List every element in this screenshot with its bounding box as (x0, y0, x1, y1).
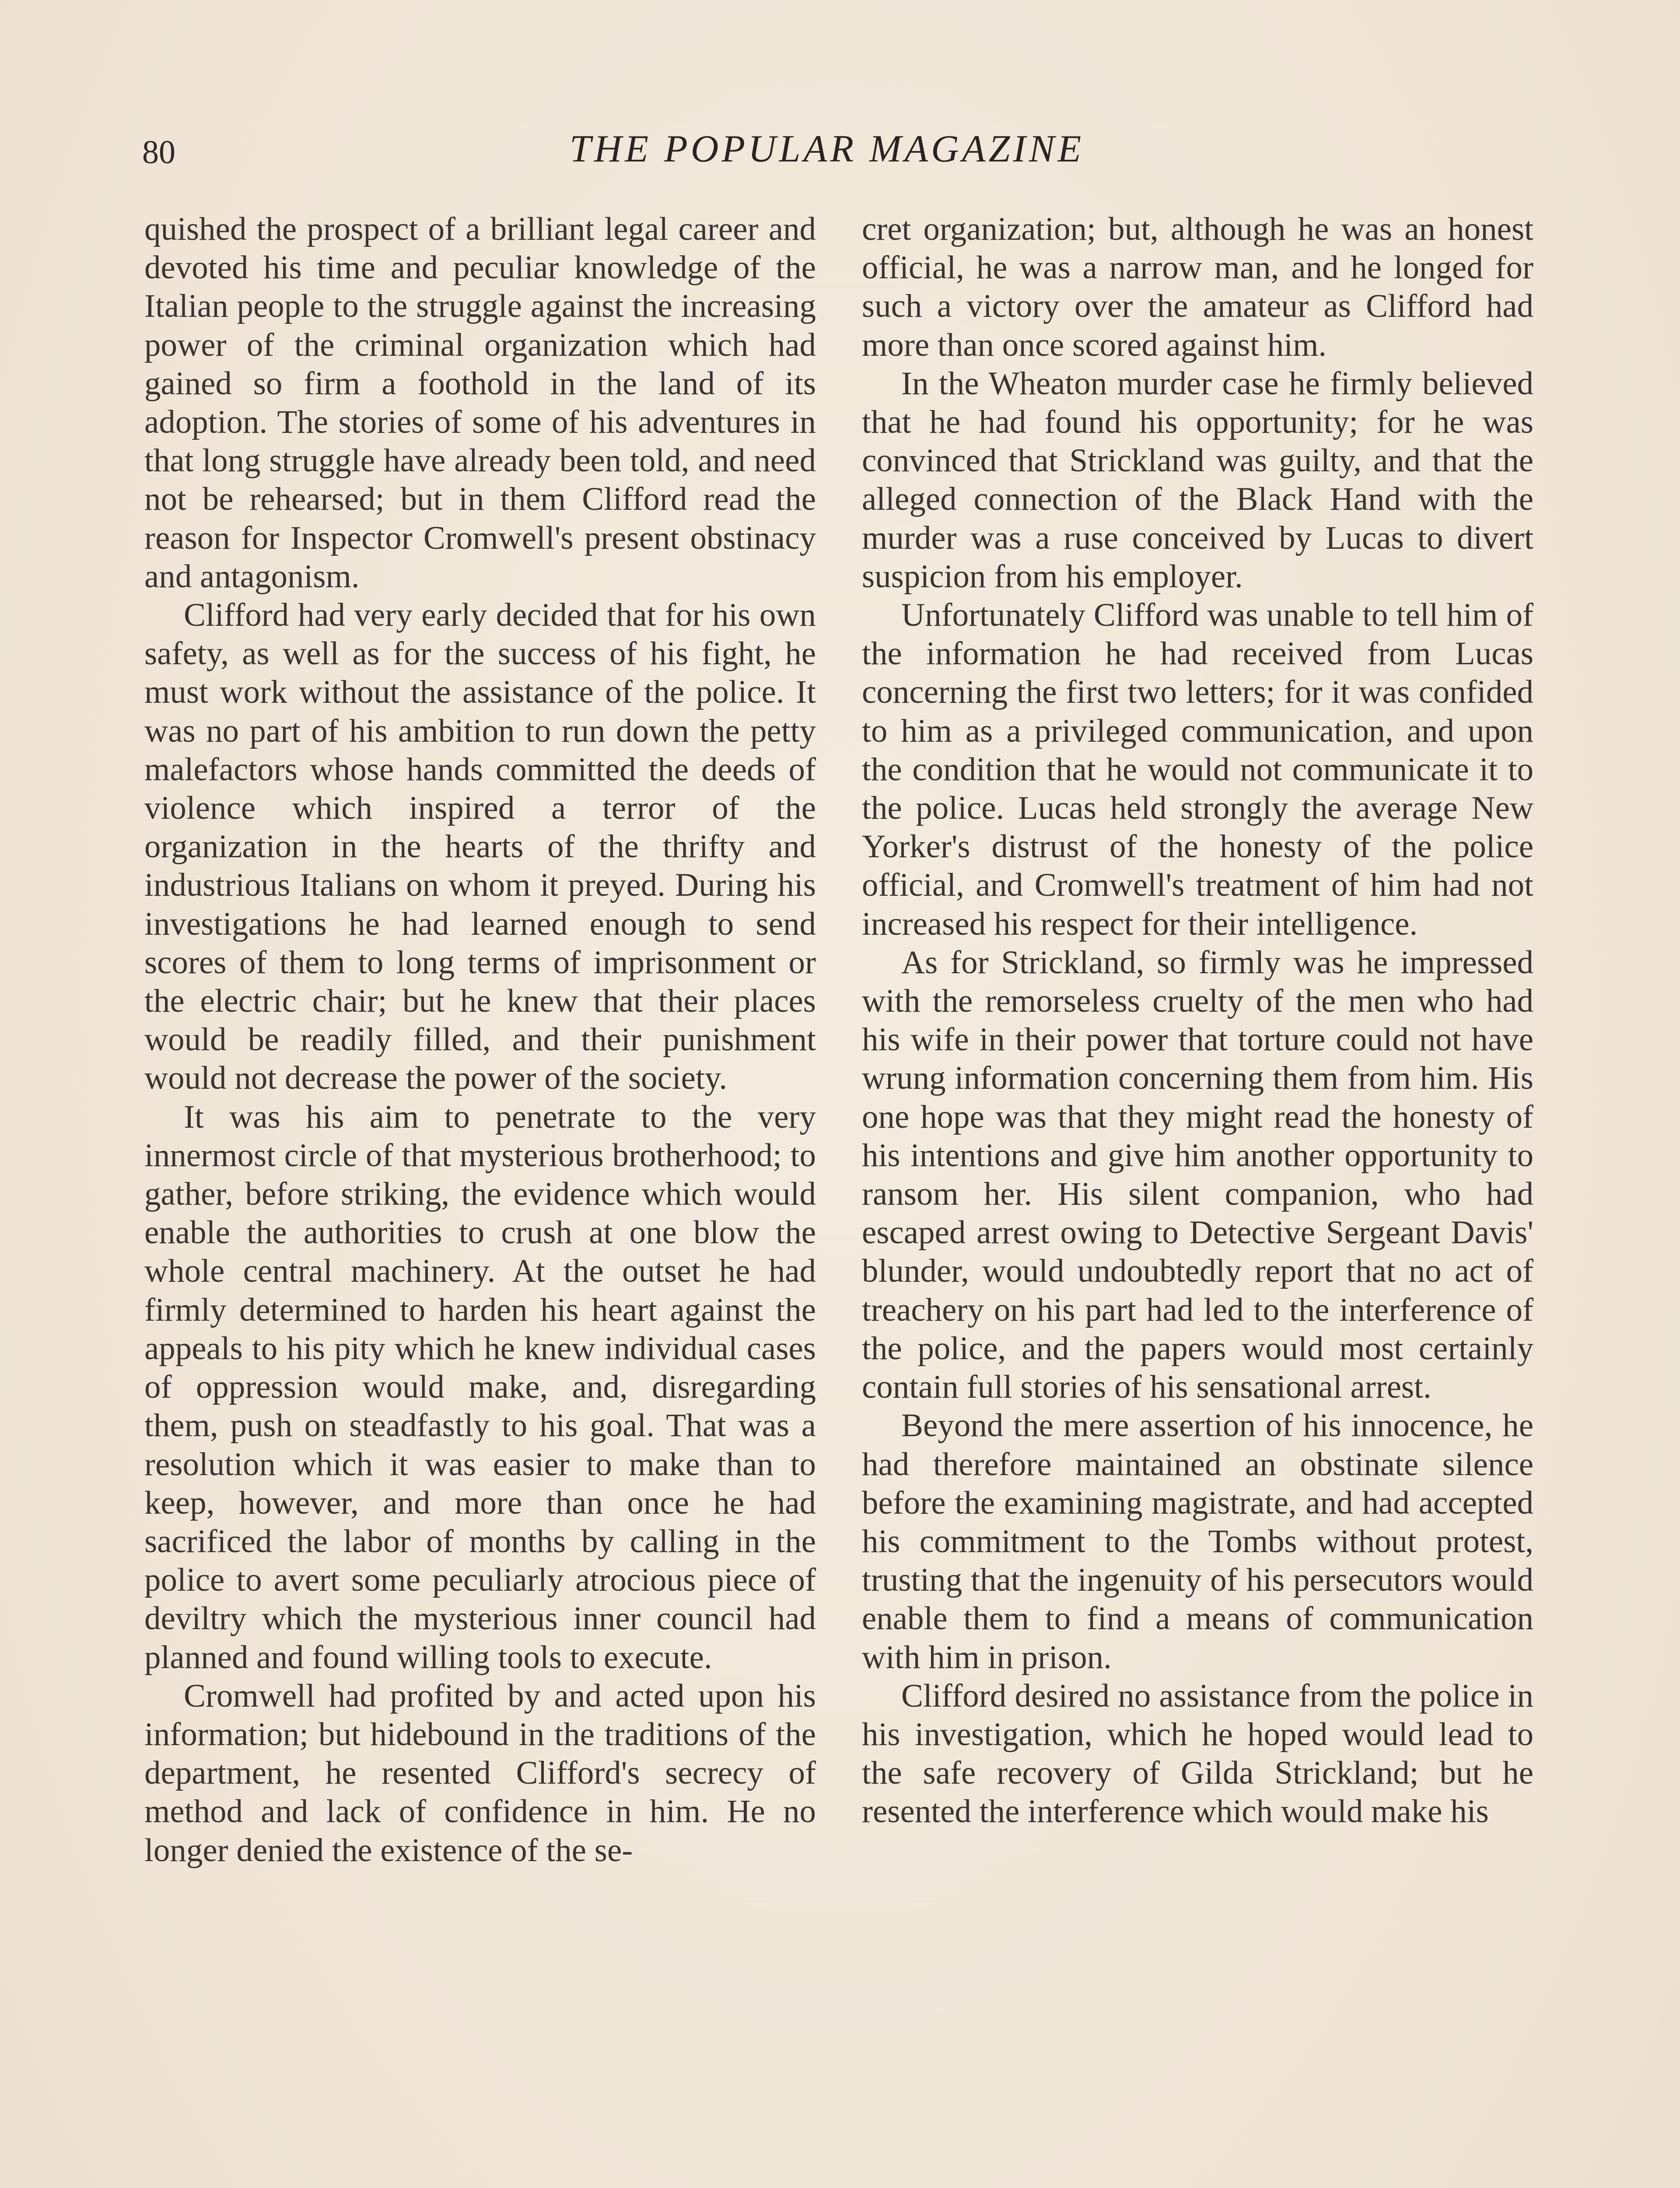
page-number: 80 (142, 134, 175, 171)
paragraph: As for Strickland, so firmly was he impressed with the remorseless cruelty of the men who had his wife in their power that torture could not have wrung information concerning them from him. His one hope was that they might read the honesty of his intentions and give him another opportunity to ransom her. His silent companion, who had escaped arrest owing to Detective Sergeant Davis' blunder, would undoubtedly report that no act of treachery on his part had led to the interference of the police, and the papers would most certainly contain full stories of his sensational arrest. (862, 944, 1533, 1406)
paragraph: In the Wheaton murder case he firmly believed that he had found his opportunity; for he was convinced that Strickland was guilty, and that the alleged connection of the Black Hand with the murder was a ruse conceived by Lucas to divert suspicion from his employer. (862, 365, 1533, 595)
left-column (144, 210, 816, 1870)
running-head: THE POPULAR MAGAZINE (569, 128, 1085, 170)
paragraph: quished the prospect of a brilliant legal career and devoted his time and peculiar knowledge of the Italian people to the struggle against the increasing power of the criminal organization which had gained so firm a foothold in the land of its adoption. The stories of some of his adventures in that long struggle have already been told, and need not be rehearsed; but in them Clifford read the reason for Inspector Cromwell's present obstinacy and antagonism. (144, 211, 816, 595)
right-column (862, 210, 1533, 1831)
paragraph: Clifford had very early decided that for his own safety, as well as for the success of his fight, he must work without the assistance of the police. It was no part of his ambition to run down the petty malefactors whose hands committed the deeds of violence which inspired a terror of the organization in the hearts of the thrifty and industrious Italians on whom it preyed. During his investigations he had learned enough to send scores of them to long terms of imprisonment or the electric chair; but he knew that their places would be readily filled, and their punishment would not decrease the power of the society. (144, 597, 816, 1097)
paragraph: cret organization; but, although he was an honest official, he was a narrow man, and he longed for such a victory over the amateur as Clifford had more than once scored against him. (862, 211, 1533, 363)
paragraph: Clifford desired no assistance from the police in his investigation, which he hoped would lead to the safe recovery of Gilda Strickland; but he resented the interference which would make his (862, 1677, 1533, 1830)
paragraph: It was his aim to penetrate to the very innermost circle of that mysterious brotherhood; to gather, before striking, the evidence which would enable the authorities to crush at one blow the whole central machinery. At the outset he had firmly determined to harden his heart against the appeals to his pity which he knew individual cases of oppression would make, and, disregarding them, push on steadfastly to his goal. That was a resolution which it was easier to make than to keep, however, and more than once he had sacrificed the labor of months by calling in the police to avert some peculiarly atrocious piece of deviltry which the mysterious inner council had planned and found willing tools to execute. (144, 1098, 816, 1676)
paragraph: Beyond the mere assertion of his innocence, he had therefore maintained an obstinate silence before the examining magistrate, and had accepted his commitment to the Tombs without protest, trusting that the ingenuity of his persecutors would enable them to find a means of communication with him in prison. (862, 1407, 1533, 1676)
paragraph: Unfortunately Clifford was unable to tell him of the information he had received from Lucas concerning the first two letters; for it was confided to him as a privileged communication, and upon the condition that he would not communicate it to the police. Lucas held strongly the average New Yorker's distrust of the honesty of the police official, and Cromwell's treatment of him had not increased his respect for their intelligence. (862, 597, 1533, 942)
paragraph: Cromwell had profited by and acted upon his information; but hidebound in the traditions of the department, he resented Clifford's secrecy of method and lack of confidence in him. He no longer denied the existence of the se- (144, 1677, 816, 1869)
